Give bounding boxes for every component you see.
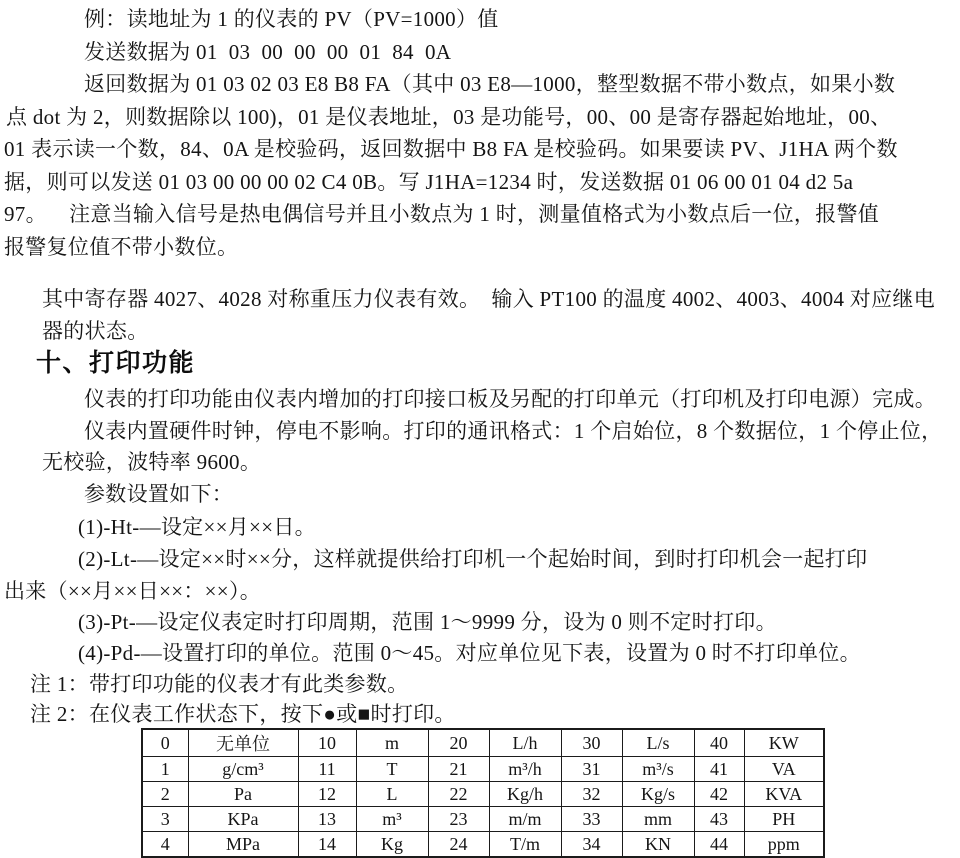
table-cell: L/s <box>622 729 694 757</box>
table-cell: 41 <box>694 757 744 782</box>
table-cell: Pa <box>188 782 298 807</box>
table-cell: T/m <box>489 832 561 858</box>
table-cell: 13 <box>298 807 356 832</box>
print-unit-table <box>141 728 825 858</box>
table-cell: 34 <box>561 832 622 858</box>
table-row <box>142 729 824 757</box>
table-cell: 2 <box>142 782 188 807</box>
table-cell: T <box>356 757 428 782</box>
text-line: 01 表示读一个数，84、0A 是校验码，返回数据中 B8 FA 是校验码。如果要读 PV、J1HA 两个数 <box>4 137 898 161</box>
table-cell: 31 <box>561 757 622 782</box>
text-line: 注 2：在仪表工作状态下，按下●或■时打印。 <box>30 702 456 726</box>
table-cell: 20 <box>428 729 489 757</box>
table-cell: 30 <box>561 729 622 757</box>
text-line: 仪表的打印功能由仪表内增加的打印接口板及另配的打印单元（打印机及打印电源）完成。 <box>84 387 936 411</box>
table-cell: 10 <box>298 729 356 757</box>
text-line: 无校验，波特率 9600。 <box>42 450 262 474</box>
table-cell: VA <box>744 757 824 782</box>
table-cell: 22 <box>428 782 489 807</box>
text-line: 报警复位值不带小数位。 <box>4 235 239 259</box>
table-cell: m <box>356 729 428 757</box>
text-line: 点 dot 为 2，则数据除以 100)，01 是仪表地址，03 是功能号，00、00 是寄存器起始地址，00、 <box>6 105 892 129</box>
text-line: 97。 注意当输入信号是热电偶信号并且小数点为 1 时，测量值格式为小数点后一位，报警值 <box>4 202 880 226</box>
table-cell: 0 <box>142 729 188 757</box>
table-cell: 24 <box>428 832 489 858</box>
text-line: (2)-Lt-—设定××时××分，这样就提供给打印机一个起始时间，到时打印机会一起打印 <box>78 547 868 571</box>
table-cell: 23 <box>428 807 489 832</box>
table-cell: 21 <box>428 757 489 782</box>
table-cell: 40 <box>694 729 744 757</box>
text-line: 返回数据为 01 03 02 03 E8 B8 FA（其中 03 E8—1000，整型数据不带小数点，如果小数 <box>84 72 896 96</box>
table-cell: 44 <box>694 832 744 858</box>
text-line: (1)-Ht-—设定××月××日。 <box>78 515 316 539</box>
table-row <box>142 782 824 807</box>
table-cell: m³/h <box>489 757 561 782</box>
unit-table-body <box>142 729 824 857</box>
table-cell: KVA <box>744 782 824 807</box>
table-cell: ppm <box>744 832 824 858</box>
table-cell: 1 <box>142 757 188 782</box>
text-line: 发送数据为 01 03 00 00 00 01 84 0A <box>84 40 452 64</box>
table-cell: Kg/s <box>622 782 694 807</box>
table-cell: m³ <box>356 807 428 832</box>
table-cell: 14 <box>298 832 356 858</box>
text-line: 其中寄存器 4027、4028 对称重压力仪表有效。 输入 PT100 的温度 4002、4003、4004 对应继电 <box>42 287 936 311</box>
table-cell: L/h <box>489 729 561 757</box>
text-line: (4)-Pd-—设置打印的单位。范围 0～45。对应单位见下表，设置为 0 时不打印单位。 <box>78 641 861 665</box>
section-heading: 十、打印功能 <box>36 349 196 377</box>
table-cell: 33 <box>561 807 622 832</box>
text-line: 仪表内置硬件时钟，停电不影响。打印的通讯格式：1 个启始位，8 个数据位，1 个停止位， <box>84 419 943 443</box>
text-line: 参数设置如下： <box>84 482 234 506</box>
table-row <box>142 832 824 858</box>
table-cell: 43 <box>694 807 744 832</box>
table-cell: g/cm³ <box>188 757 298 782</box>
table-cell: 32 <box>561 782 622 807</box>
table-cell: 42 <box>694 782 744 807</box>
table-cell: MPa <box>188 832 298 858</box>
table-cell: 3 <box>142 807 188 832</box>
table-cell: L <box>356 782 428 807</box>
table-row <box>142 757 824 782</box>
table-cell: KN <box>622 832 694 858</box>
table-cell: 11 <box>298 757 356 782</box>
table-cell: 12 <box>298 782 356 807</box>
table-cell: 无单位 <box>188 729 298 757</box>
table-cell: Kg/h <box>489 782 561 807</box>
table-cell: KW <box>744 729 824 757</box>
text-line: 出来（××月××日××：××）。 <box>4 579 262 603</box>
table-cell: Kg <box>356 832 428 858</box>
text-line: 注 1：带打印功能的仪表才有此类参数。 <box>30 672 409 696</box>
text-line: 据，则可以发送 01 03 00 00 00 02 C4 0B。写 J1HA=1234 时，发送数据 01 06 00 01 04 d2 5a <box>4 170 854 194</box>
table-cell: KPa <box>188 807 298 832</box>
table-cell: 4 <box>142 832 188 858</box>
text-line: 例：读地址为 1 的仪表的 PV（PV=1000）值 <box>84 7 499 31</box>
table-cell: m³/s <box>622 757 694 782</box>
table-cell: m/m <box>489 807 561 832</box>
table-cell: mm <box>622 807 694 832</box>
text-line: 器的状态。 <box>42 319 149 343</box>
table-row <box>142 807 824 832</box>
table-cell: PH <box>744 807 824 832</box>
text-line: (3)-Pt-—设定仪表定时打印周期，范围 1～9999 分，设为 0 则不定时打印。 <box>78 610 777 634</box>
